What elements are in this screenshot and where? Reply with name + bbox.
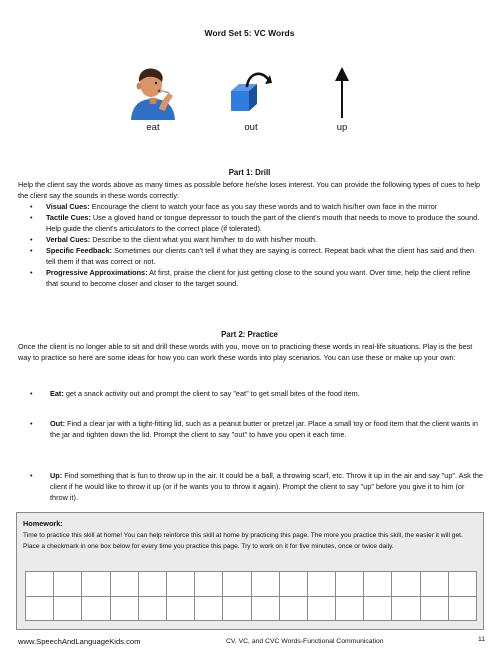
- practice-checkbox[interactable]: [138, 596, 166, 621]
- practice-checkbox[interactable]: [392, 596, 420, 621]
- picture-eat: [123, 62, 183, 140]
- practice-checkbox[interactable]: [448, 596, 476, 621]
- practice-checkbox[interactable]: [251, 596, 279, 621]
- practice-checkbox[interactable]: [307, 596, 335, 621]
- practice-checkbox[interactable]: [364, 572, 392, 597]
- activity-term: Eat:: [50, 389, 64, 398]
- cue-term: Progressive Approximations:: [46, 268, 148, 277]
- practice-checkbox[interactable]: [195, 596, 223, 621]
- cue-term: Tactile Cues:: [46, 213, 91, 222]
- practice-checkbox[interactable]: [195, 572, 223, 597]
- checkbox-row: [26, 572, 477, 597]
- activity-up: • Up: Find something that is fun to throw up in the air. It could be a ball, a throwing scarf, etc. Throw it up in the air and say "up". Ask the client if he would like to throw it up (or if he wants you to throw it again). Prompt the client to say "up" before you give it to him (or throw it).: [30, 471, 483, 502]
- page-number: 11: [478, 636, 486, 643]
- picture-label-eat: eat: [146, 122, 160, 133]
- practice-checkbox[interactable]: [223, 572, 251, 597]
- practice-checkbox[interactable]: [26, 596, 54, 621]
- practice-checkbox[interactable]: [138, 572, 166, 597]
- activity-text: Find a clear jar with a tight-fitting lid, such as a peanut butter or pretzel jar. Place a small toy or food item that the client wants in the jar and tighten down the lid. Prompt the client to say "out" to have you open it each time.: [50, 419, 478, 439]
- cue-item: [18, 267, 484, 289]
- cue-text: Use a gloved hand or tongue depressor to touch the part of the client's mouth that needs to move to produce the sound. Help guide the client's articulators to the correct place (if tolerated).: [46, 213, 480, 233]
- practice-checkbox[interactable]: [307, 572, 335, 597]
- activity-text: get a snack activity out and prompt the client to say "eat" to get small bites of the food item.: [63, 389, 360, 398]
- cue-text: At first, praise the client for just getting close to the sound you want. Over time, help the client refine that sound to become closer and closer to the target sound.: [46, 268, 471, 288]
- activity-eat: • Eat: get a snack activity out and prompt the client to say "eat" to get small bites of the food item.: [30, 389, 360, 398]
- cue-text: Describe to the client what you want him/her to do with his/her mouth.: [90, 235, 317, 244]
- practice-checkbox[interactable]: [392, 572, 420, 597]
- practice-checkbox[interactable]: [54, 572, 82, 597]
- practice-checkbox[interactable]: [82, 572, 110, 597]
- practice-checkbox[interactable]: [279, 596, 307, 621]
- cue-term: Verbal Cues:: [46, 235, 91, 244]
- footer-website: www.SpeechAndLanguageKids.com: [18, 637, 141, 646]
- picture-up: [312, 62, 372, 140]
- box-out-arrow-icon: [221, 62, 281, 120]
- part1-intro: Help the client say the words above as many times as possible before he/she loses interest. You can provide the following types of cues to help the client say the sounds in these words correctly:: [18, 180, 480, 200]
- cue-text: Encourage the client to watch your face as you say these words and to watch his/her own face in the mirror: [89, 202, 438, 211]
- cue-term: Specific Feedback:: [46, 246, 113, 255]
- page-title: Word Set 5: VC Words: [204, 28, 295, 38]
- practice-checkbox-grid: [25, 571, 477, 621]
- cue-item: [18, 212, 484, 234]
- practice-checkbox[interactable]: [420, 572, 448, 597]
- activity-term: Up:: [50, 471, 63, 480]
- person-eating-icon: [123, 62, 183, 120]
- practice-checkbox[interactable]: [110, 596, 138, 621]
- activity-out: • Out: Find a clear jar with a tight-fitting lid, such as a peanut butter or pretzel jar. Place a small toy or food item that the client wants in the jar and tighten down the lid. Prompt the client to say "out" to have you open it each time.: [30, 419, 478, 439]
- practice-checkbox[interactable]: [82, 596, 110, 621]
- cue-text: Sometimes our clients can't tell if what they are saying is correct. Repeat back what the client has said and then tell them if that was correct or not.: [46, 246, 475, 266]
- cue-term: Visual Cues:: [46, 202, 90, 211]
- footer-subtitle: CV, VC, and CVC Words-Functional Communication: [226, 638, 384, 645]
- part2-intro: Once the client is no longer able to sit and drill these words with you, move on to practicing these words in real-life situations. Play is the best way to practice so here are some ideas for how you can work these words into play scenarios. You can use these or make up your own:: [18, 342, 473, 362]
- practice-checkbox[interactable]: [448, 572, 476, 597]
- picture-label-up: up: [336, 122, 348, 133]
- up-arrow-icon: [312, 62, 372, 120]
- activity-term: Out:: [50, 419, 65, 428]
- practice-checkbox[interactable]: [223, 596, 251, 621]
- practice-checkbox[interactable]: [54, 596, 82, 621]
- practice-checkbox[interactable]: [166, 596, 194, 621]
- homework-title: Homework:: [23, 519, 63, 528]
- part2-heading: Part 2: Practice: [221, 330, 278, 339]
- cue-list: [18, 201, 484, 289]
- practice-checkbox[interactable]: [166, 572, 194, 597]
- homework-text: Time to practice this skill at home! You can help reinforce this skill at home by practicing this page. The more you practice this skill, the easier it will get. Place a checkmark in one box below for every time you practice this page. Try to work on it for five minutes, once or twice daily.: [23, 532, 463, 550]
- part1-heading: Part 1: Drill: [228, 168, 271, 177]
- cue-item: [18, 234, 484, 245]
- practice-checkbox[interactable]: [110, 572, 138, 597]
- practice-checkbox[interactable]: [26, 572, 54, 597]
- picture-out: [221, 62, 281, 140]
- practice-checkbox[interactable]: [420, 596, 448, 621]
- homework-box: [16, 512, 484, 630]
- practice-checkbox[interactable]: [336, 572, 364, 597]
- activity-text: Find something that is fun to throw up in the air. It could be a ball, a throwing scarf, etc. Throw it up in the air and say "up". Ask the client if he would like to throw it up (or if he wants you to throw it again). Prompt the client to say "up" before you give it to him (or throw it).: [50, 471, 483, 502]
- cue-item: [18, 245, 484, 267]
- cue-item: [18, 201, 484, 212]
- practice-checkbox[interactable]: [251, 572, 279, 597]
- picture-label-out: out: [244, 122, 258, 133]
- practice-checkbox[interactable]: [364, 596, 392, 621]
- practice-checkbox[interactable]: [279, 572, 307, 597]
- checkbox-row: [26, 596, 477, 621]
- practice-checkbox[interactable]: [336, 596, 364, 621]
